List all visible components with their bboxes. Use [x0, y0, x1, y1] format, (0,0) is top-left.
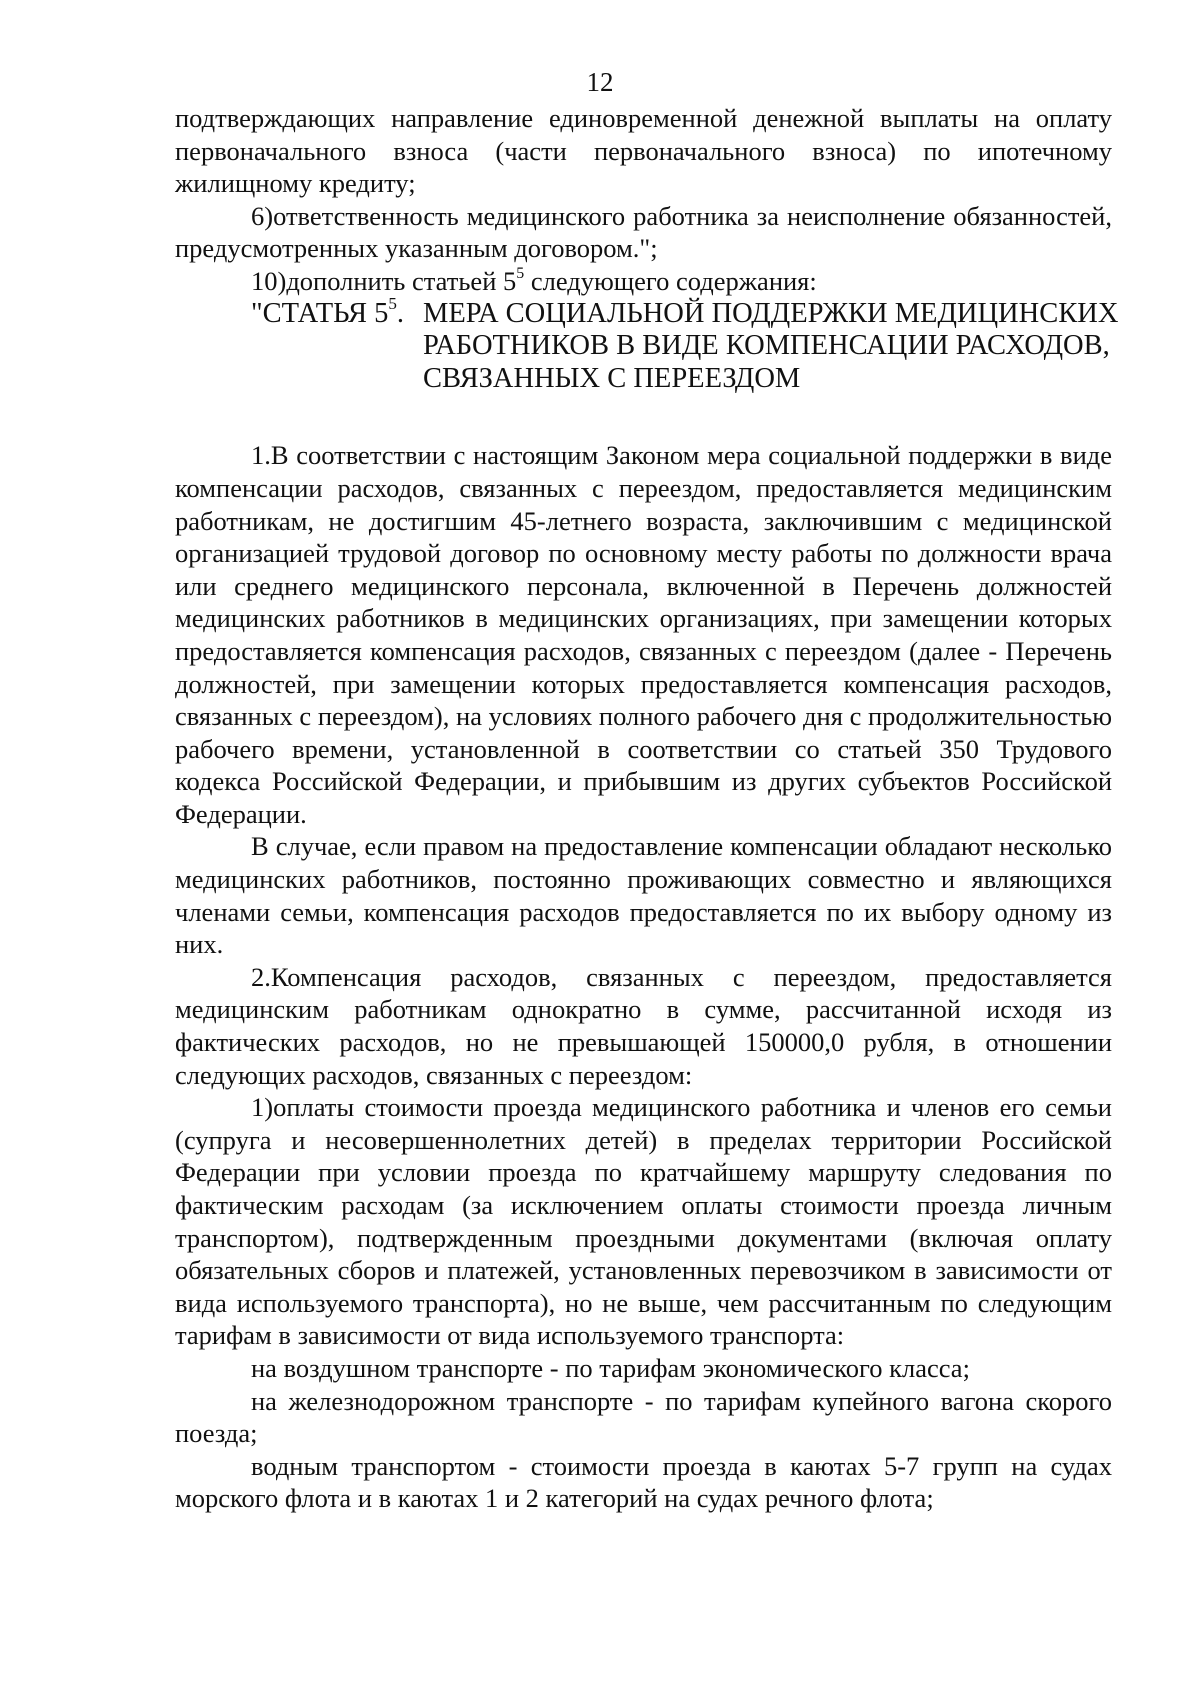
paragraph-air-transport: на воздушном транспорте - по тарифам экономического класса; — [251, 1352, 970, 1383]
article-label — [175, 293, 423, 396]
article-title-line: МЕРА СОЦИАЛЬНОЙ ПОДДЕРЖКИ МЕДИЦИНСКИХ — [423, 297, 1119, 329]
article-title-line: РАБОТНИКОВ В ВИДЕ КОМПЕНСАЦИИ РАСХОДОВ, — [423, 330, 1110, 362]
paragraph-continuation: подтверждающих направление единовременной денежной выплаты на оплату первоначального взноса (части первоначального взноса) по ипотечному жилищному кредиту; — [175, 103, 1112, 199]
paragraph-section-2: 2.Компенсация расходов, связанных с переездом, предоставляется медицинским работникам однократно в сумме, рассчитанной исходя из фактических расходов, но не превышающей 150000,0 рубля, в отношении следующих расходов, связанных с переездом: — [175, 961, 1112, 1090]
page-number: 12 — [586, 67, 614, 97]
amendment-text-before: 10)дополнить статьей 5 — [251, 265, 517, 296]
article-heading — [175, 293, 1119, 396]
amendment-superscript: 5 — [516, 265, 525, 283]
paragraph-item-6: 6)ответственность медицинского работника за неисполнение обязанностей, предусмотренных указанным договором."; — [175, 200, 1112, 264]
paragraph-rail-transport: на железнодорожном транспорте - по тарифам купейного вагона скорого поезда; — [175, 1385, 1112, 1449]
document-body — [175, 102, 1119, 1515]
article-label-suffix: . — [396, 297, 405, 329]
article-label-prefix: "СТАТЬЯ 5 — [251, 297, 389, 329]
paragraph-water-transport: водным транспортом - стоимости проезда в каютах 5-7 групп на судах морского флота и в каютах 1 и 2 категорий на судах речного флота; — [175, 1450, 1112, 1514]
paragraph-section-1: 1.В соответствии с настоящим Законом мера социальной поддержки в виде компенсации расходов, связанных с переездом, предоставляется медицинским работникам, не достигшим 45-летнего возраста, заключившим с медицинской организацией трудовой договор по основному месту работы по должности врача или среднего медицинского персонала, включенной в Перечень должностей медицинских работников в медицинских организациях, при замещении которых предоставляется компенсация расходов, связанных с переездом (далее - Перечень должностей, при замещении которых предоставляется компенсация расходов, связанных с переездом), на условиях полного рабочего дня с продолжительностью рабочего времени, установленной в соответствии со статьей 350 Трудового кодекса Российской Федерации, и прибывшим из других субъектов Российской Федерации. — [175, 440, 1112, 829]
paragraph-item-1: 1)оплаты стоимости проезда медицинского работника и членов его семьи (супруга и несовершеннолетних детей) в пределах территории Российской Федерации при условии проезда по кратчайшему маршруту следования по фактическим расходам (за исключением оплаты стоимости проезда личным транспортом), подтвержденным проездными документами (включая оплату обязательных сборов и платежей, установленных перевозчиком в зависимости от вида используемого транспорта), но не выше, чем рассчитанным по следующим тарифам в зависимости от вида используемого транспорта: — [175, 1092, 1112, 1351]
paragraph-amendment-10 — [175, 265, 1112, 298]
paragraph-section-1-cont: В случае, если правом на предоставление компенсации обладают несколько медицинских работников, постоянно проживающих совместно и являющихся членами семьи, компенсация расходов предоставляется по их выбору одному из них. — [175, 831, 1112, 960]
amendment-text-after: следующего содержания: — [524, 265, 817, 296]
article-label-superscript: 5 — [388, 293, 397, 313]
article-title-line: СВЯЗАННЫХ С ПЕРЕЕЗДОМ — [423, 362, 801, 394]
article-title — [423, 298, 1118, 396]
